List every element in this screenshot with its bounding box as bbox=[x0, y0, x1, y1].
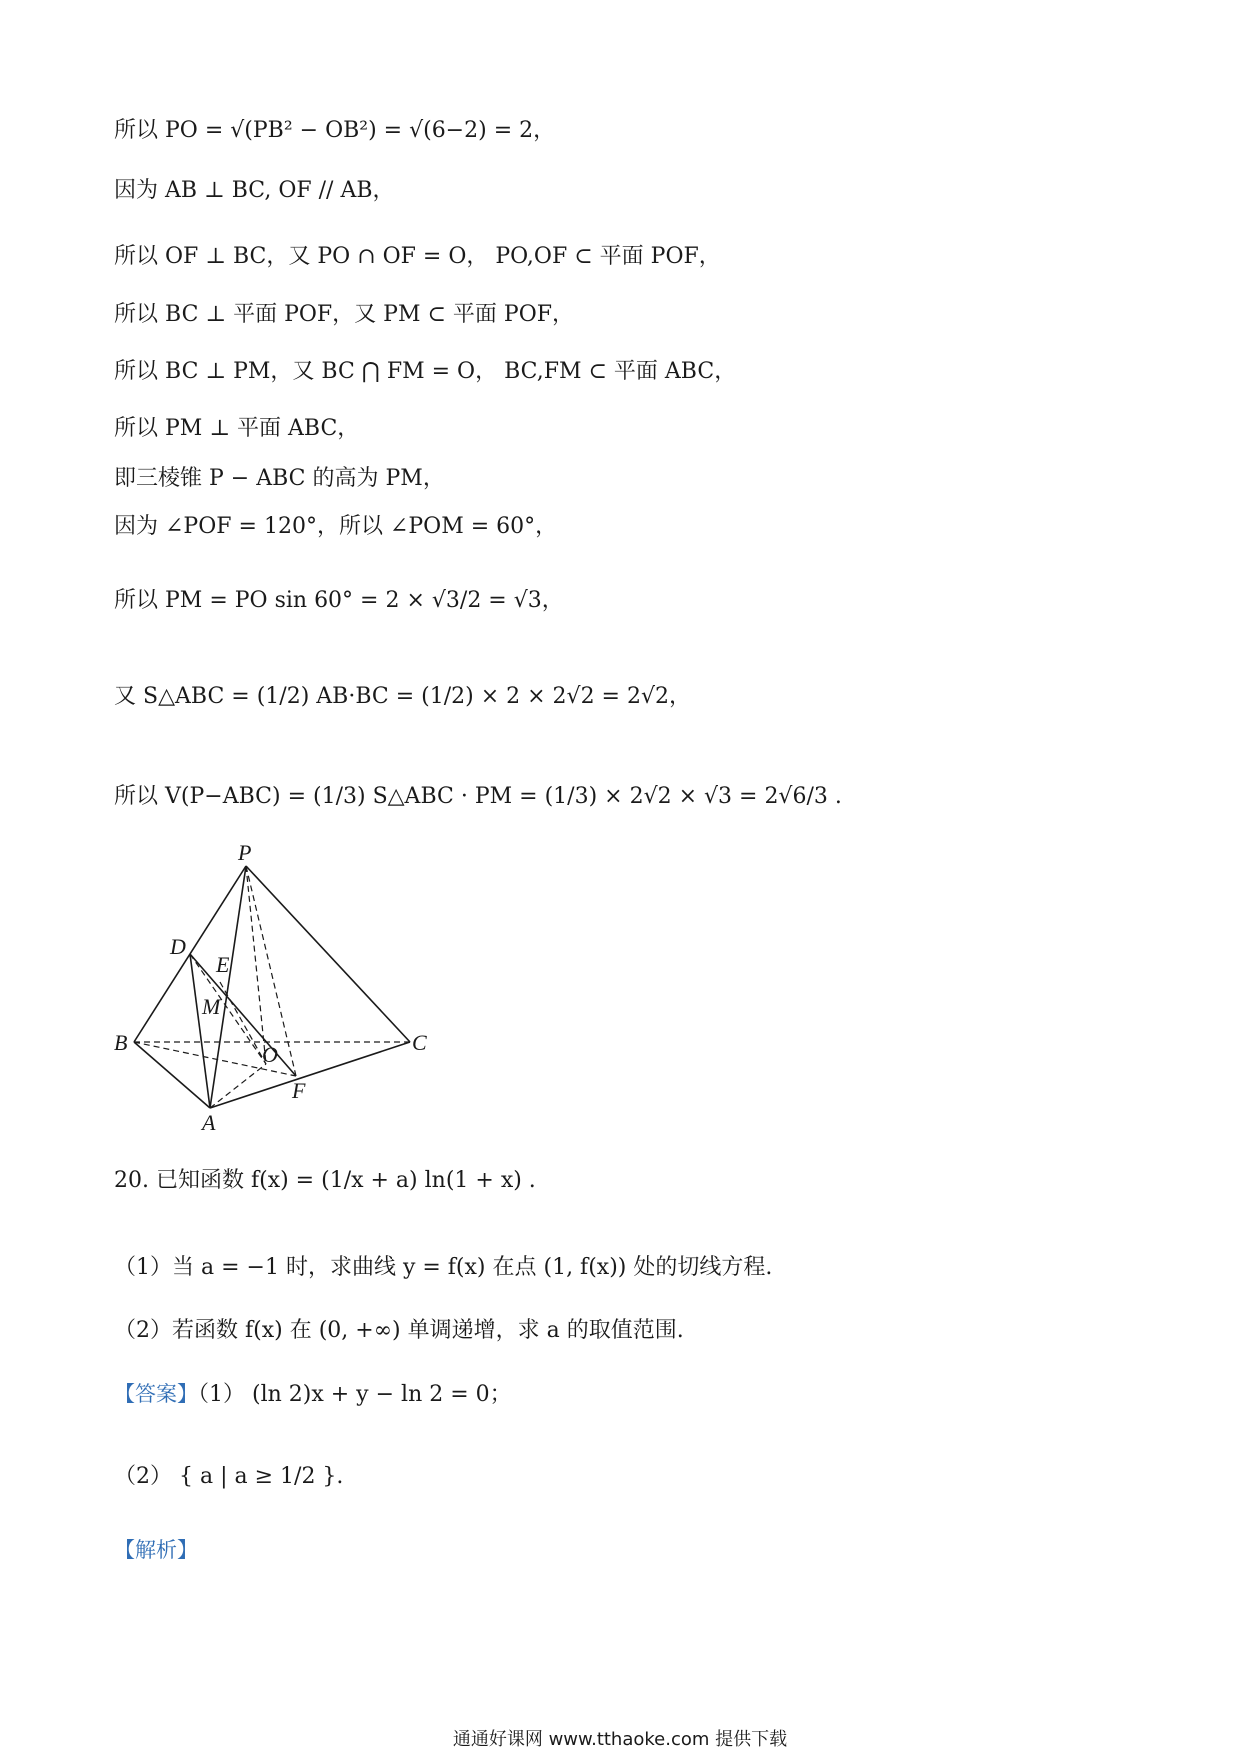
solution-line-5: 所以 BC ⊥ PM，又 BC ⋂ FM = O， BC,FM ⊂ 平面 ABC， bbox=[114, 359, 737, 384]
question-stem: 20. 已知函数 f(x) = (1/x + a) ln(1 + x) . bbox=[114, 1168, 536, 1193]
vertex-label-b: B bbox=[114, 1030, 128, 1055]
answer-line-1 bbox=[114, 1384, 512, 1406]
answer-part-2: （2） { a | a ≥ 1/2 }. bbox=[114, 1464, 344, 1489]
solution-line-6: 所以 PM ⊥ 平面 ABC， bbox=[114, 416, 360, 441]
answer-label: 【答案】 bbox=[114, 1382, 198, 1406]
vertex-label-d: D bbox=[170, 934, 186, 959]
point-label-m: M bbox=[202, 994, 221, 1019]
solution-line-3: 所以 OF ⊥ BC，又 PO ∩ OF = O， PO,OF ⊂ 平面 POF， bbox=[114, 244, 721, 269]
analysis-label: 【解析】 bbox=[114, 1538, 198, 1562]
pyramid-solid-edges bbox=[134, 866, 410, 1108]
vertex-label-e: E bbox=[216, 952, 230, 977]
solution-line-11: 所以 V(P−ABC) = (1/3) S△ABC · PM = (1/3) × 2√2 × √3 = 2√6/3 . bbox=[114, 784, 842, 809]
solution-line-7: 即三棱锥 P − ABC 的高为 PM， bbox=[114, 466, 445, 491]
solution-line-9: 所以 PM = PO sin 60° = 2 × √3/2 = √3， bbox=[114, 588, 564, 613]
point-label-f: F bbox=[292, 1078, 306, 1103]
solution-line-1: 所以 PO = √(PB² − OB²) = √(6−2) = 2， bbox=[114, 118, 556, 143]
vertex-label-c: C bbox=[412, 1030, 427, 1055]
vertex-label-p: P bbox=[238, 842, 252, 865]
solution-line-4: 所以 BC ⊥ 平面 POF，又 PM ⊂ 平面 POF， bbox=[114, 302, 575, 327]
question-part-1: （1）当 a = −1 时，求曲线 y = f(x) 在点 (1, f(x)) 处的切线方程. bbox=[114, 1255, 773, 1280]
pyramid-figure bbox=[110, 842, 450, 1132]
solution-line-2: 因为 AB ⊥ BC, OF // AB， bbox=[114, 178, 395, 203]
vertex-label-a: A bbox=[202, 1110, 216, 1132]
question-part-2: （2）若函数 f(x) 在 (0, +∞) 单调递增，求 a 的取值范围. bbox=[114, 1318, 684, 1343]
solution-line-10: 又 S△ABC = (1/2) AB·BC = (1/2) × 2 × 2√2 = 2√2， bbox=[114, 684, 691, 709]
point-label-o: O bbox=[262, 1042, 278, 1067]
pyramid-hidden-edges bbox=[134, 866, 410, 1108]
page-footer: 通通好课网 www.tthaoke.com 提供下载 bbox=[452, 1729, 788, 1750]
solution-line-8: 因为 ∠POF = 120°，所以 ∠POM = 60°， bbox=[114, 514, 558, 539]
answer-part-1: （1） (ln 2)x + y − ln 2 = 0； bbox=[198, 1382, 512, 1407]
